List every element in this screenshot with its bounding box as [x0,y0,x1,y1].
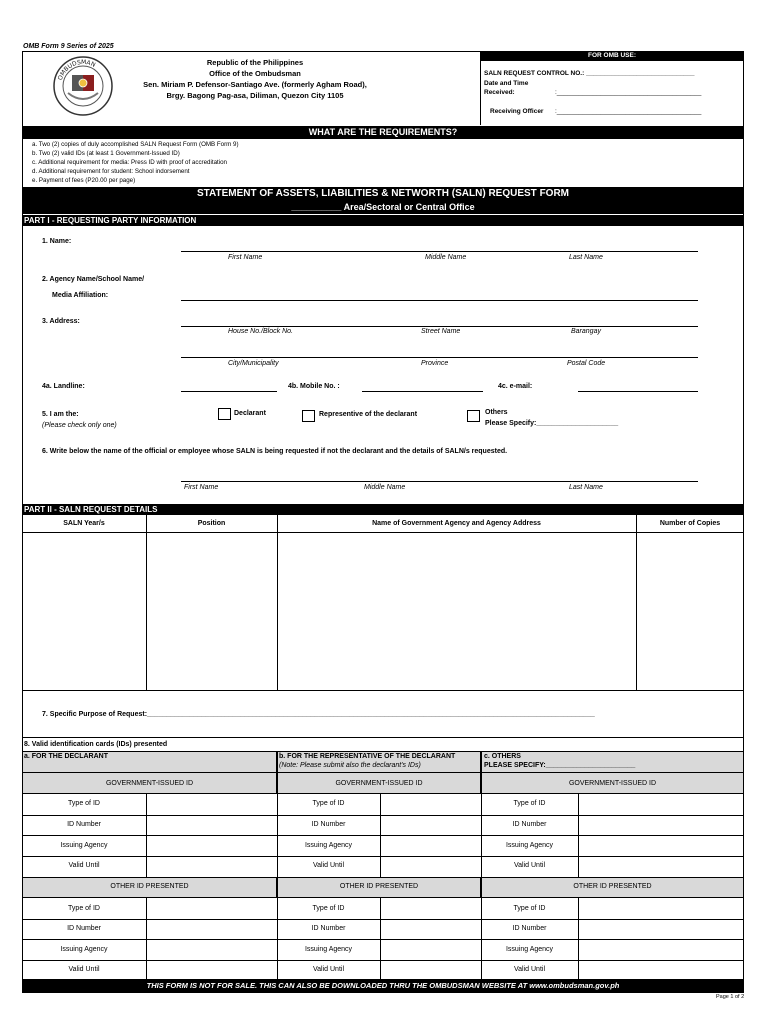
name-field[interactable] [181,251,698,252]
col-position: Position [197,520,226,527]
address-label: 3. Address: [42,318,80,325]
row-divider [22,939,744,940]
form-number: OMB Form 9 Series of 2025 [23,43,114,50]
column-divider [578,794,579,877]
office-subtitle: __________ Area/Sectoral or Central Office [291,202,475,212]
saln-control-no[interactable]: SALN REQUEST CONTROL NO.: ______________________________ [484,70,695,77]
row-divider [22,856,744,857]
official-name-field[interactable] [181,481,698,482]
column-divider [380,898,381,980]
type-of-id-label: Type of ID [68,905,100,912]
row-divider [22,815,744,816]
q6-label: 6. Write below the name of the official or employee whose SALN is being requested if not the declarant and the details of SALN/s requested. [42,448,508,455]
others-specify-field[interactable]: Please Specify:_____________________ [485,420,619,427]
receiving-officer-field[interactable]: :________________________________________ [555,108,702,115]
address-line1-field[interactable] [181,326,698,327]
q6-first-caption: First Name [184,484,219,491]
email-field[interactable] [578,391,698,392]
col-c-label: c. OTHERS [484,753,521,760]
issuing-agency-label: Issuing Agency [304,842,353,849]
part1-title: PART I - REQUESTING PARTY INFORMATION [22,215,744,226]
agency-field[interactable] [181,300,698,301]
valid-until-label: Valid Until [68,862,100,869]
others-option-label: Others [485,409,508,416]
q6-last-caption: Last Name [569,484,603,491]
agency-label: 2. Agency Name/School Name/ [42,276,145,283]
ids-title: 8. Valid identification cards (IDs) presented [24,741,168,748]
date-received-field[interactable]: :________________________________________ [555,89,702,96]
type-of-id-label: Type of ID [68,800,100,807]
requirement-item: b. Two (2) valid IDs (at least 1 Government-Issued ID) [32,150,180,157]
house-no-caption: House No./Block No. [228,328,293,335]
column-divider [636,515,637,691]
first-name-caption: First Name [228,254,263,261]
footer-notice: THIS FORM IS NOT FOR SALE. THIS CAN ALSO BE DOWNLOADED THRU THE OMBUDSMAN WEBSITE AT www.ombudsman.gov.ph [22,980,744,992]
representative-option-label: Representive of the declarant [319,411,418,418]
id-number-label: ID Number [67,821,101,828]
issuing-agency-label: Issuing Agency [60,946,108,953]
row-divider [22,960,744,961]
type-of-id-label: Type of ID [513,800,546,807]
type-of-id-label: Type of ID [513,905,546,912]
issuing-agency-label: Issuing Agency [505,946,554,953]
other-id-label: OTHER ID PRESENTED [339,883,419,890]
section-divider [22,737,744,738]
svg-text:OMBUDSMAN: OMBUDSMAN [56,58,97,82]
header-line3: Sen. Miriam P. Defensor-Santiago Ave. (formerly Agham Road), [143,80,367,89]
id-number-label: ID Number [512,821,547,828]
id-number-label: ID Number [512,925,547,932]
col-b-note: (Note: Please submit also the declarant's IDs) [279,762,421,769]
last-name-caption: Last Name [569,254,603,261]
city-caption: City/Municipality [228,360,279,367]
column-divider [380,794,381,877]
omb-use-title: FOR OMB USE: [480,51,744,61]
header-line4: Brgy. Bagong Pag-asa, Diliman, Quezon City 1105 [166,91,344,100]
address-line2-field[interactable] [181,357,698,358]
header-line1: Republic of the Philippines [206,58,304,67]
column-divider [578,898,579,980]
col-saln-year: SALN Year/s [63,520,105,527]
row-divider [22,919,744,920]
column-divider [146,794,147,877]
name-label: 1. Name: [42,238,72,245]
column-divider [146,898,147,980]
header-line2: Office of the Ombudsman [209,69,301,78]
mobile-label: 4b. Mobile No. : [288,383,340,390]
mobile-field[interactable] [362,391,483,392]
gov-id-label: GOVERNMENT-ISSUED ID [335,780,423,787]
landline-label: 4a. Landline: [42,383,85,390]
col-copies: Number of Copies [659,520,721,527]
receiving-officer-label: Receiving Officer [490,108,544,115]
id-number-label: ID Number [311,925,346,932]
requirement-item: c. Additional requirement for media: Press ID with proof of accreditation [32,159,227,166]
column-divider [277,515,278,691]
declarant-checkbox[interactable] [218,408,231,420]
other-id-label: OTHER ID PRESENTED [573,883,652,890]
gov-id-label: GOVERNMENT-ISSUED ID [105,780,194,787]
valid-until-label: Valid Until [313,966,344,973]
requirement-item: d. Additional requirement for student: School indorsement [32,168,190,175]
col-agency: Name of Government Agency and Agency Address [372,520,541,527]
date-time-label: Date and Time [484,80,529,87]
valid-until-label: Valid Until [313,862,344,869]
valid-until-label: Valid Until [514,862,545,869]
issuing-agency-label: Issuing Agency [505,842,554,849]
q6-middle-caption: Middle Name [364,484,406,491]
declarant-option-label: Declarant [234,410,266,417]
column-divider [146,515,147,691]
issuing-agency-label: Issuing Agency [60,842,108,849]
representative-checkbox[interactable] [302,410,315,422]
middle-name-caption: Middle Name [425,254,467,261]
row-divider [22,835,744,836]
purpose-field[interactable]: 7. Specific Purpose of Request:___________________________________________________________________________________________________________________ [42,711,595,718]
id-number-label: ID Number [67,925,101,932]
col-a-label: a. FOR THE DECLARANT [24,753,108,760]
barangay-caption: Barangay [571,328,601,335]
page-number: Page 1 of 2 [716,994,745,1000]
type-of-id-label: Type of ID [312,800,345,807]
received-label: Received: [484,89,515,96]
street-caption: Street Name [421,328,461,335]
valid-until-label: Valid Until [514,966,545,973]
col-c-specify-field[interactable]: PLEASE SPECIFY:_______________________ [484,762,636,769]
type-of-id-label: Type of ID [312,905,345,912]
part2-title: PART II - SALN REQUEST DETAILS [22,504,744,515]
email-label: 4c. e-mail: [498,383,533,390]
postal-code-caption: Postal Code [567,360,606,367]
valid-until-label: Valid Until [68,966,100,973]
iam-note: (Please check only one) [42,422,117,429]
requirements-title: WHAT ARE THE REQUIREMENTS? [22,126,744,139]
requirement-item: a. Two (2) copies of duly accomplished SALN Request Form (OMB Form 9) [32,141,239,148]
media-affiliation-label: Media Affiliation: [52,292,109,299]
gov-id-label: GOVERNMENT-ISSUED ID [568,780,657,787]
requirement-item: e. Payment of fees (P20.00 per page) [32,177,136,184]
province-caption: Province [421,360,449,367]
issuing-agency-label: Issuing Agency [304,946,353,953]
other-id-label: OTHER ID PRESENTED [110,883,189,890]
iam-label: 5. I am the: [42,411,79,418]
landline-field[interactable] [181,391,277,392]
col-b-label: b. FOR THE REPRESENTATIVE OF THE DECLARANT [279,753,456,760]
id-number-label: ID Number [311,821,346,828]
form-title: STATEMENT OF ASSETS, LIABILITIES & NETWORTH (SALN) REQUEST FORM [196,188,570,199]
others-checkbox[interactable] [467,410,480,422]
